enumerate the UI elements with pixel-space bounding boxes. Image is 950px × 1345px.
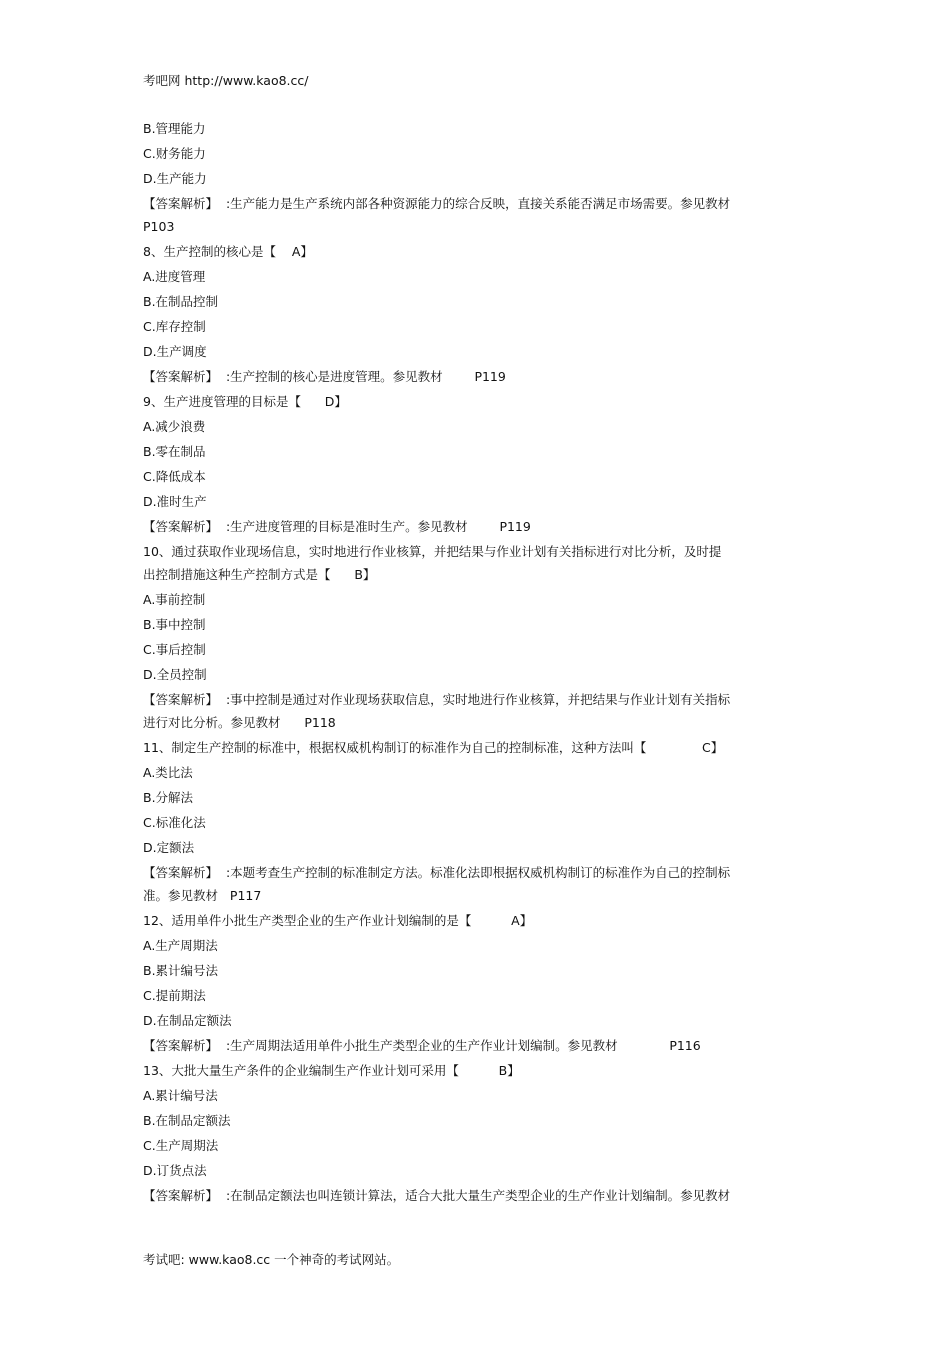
option-line: D.生产能力 <box>143 171 207 186</box>
option-line: B.事中控制 <box>143 617 206 632</box>
page-header: 考吧网 http://www.kao8.cc/ <box>143 73 309 88</box>
question-line: 10、通过获取作业现场信息，实时地进行作业核算，并把结果与作业计划有关指标进行对比分析，及时提 <box>143 544 722 559</box>
question-line: 13、大批大量生产条件的企业编制生产作业计划可采用【 B】 <box>143 1063 520 1078</box>
answer-explanation: 【答案解析】 :生产周期法适用单件小批生产类型企业的生产作业计划编制。参见教材 P116 <box>143 1038 701 1053</box>
option-line: A.生产周期法 <box>143 938 218 953</box>
option-line: D.在制品定额法 <box>143 1013 232 1028</box>
question-line: 9、生产进度管理的目标是【 D】 <box>143 394 347 409</box>
answer-explanation: 【答案解析】 :生产进度管理的目标是准时生产。参见教材 P119 <box>143 519 531 534</box>
option-line: A.类比法 <box>143 765 193 780</box>
option-line: C.事后控制 <box>143 642 206 657</box>
option-line: B.分解法 <box>143 790 194 805</box>
option-line: C.标准化法 <box>143 815 206 830</box>
option-line: C.降低成本 <box>143 469 206 484</box>
option-line: B.零在制品 <box>143 444 206 459</box>
answer-explanation-continued: 进行对比分析。参见教材 P118 <box>143 715 336 730</box>
option-line: A.累计编号法 <box>143 1088 218 1103</box>
option-line: C.库存控制 <box>143 319 206 334</box>
option-line: B.管理能力 <box>143 121 206 136</box>
page-footer: 考试吧: www.kao8.cc 一个神奇的考试网站。 <box>143 1252 400 1267</box>
question-line: 12、适用单件小批生产类型企业的生产作业计划编制的是【 A】 <box>143 913 533 928</box>
option-line: C.提前期法 <box>143 988 206 1003</box>
document-body <box>143 120 753 1212</box>
question-line: 11、制定生产控制的标准中，根据权威机构制订的标准作为自己的控制标准，这种方法叫【 C】 <box>143 740 724 755</box>
answer-explanation: 【答案解析】 :在制品定额法也叫连锁计算法，适合大批大量生产类型企业的生产作业计划编制。参见教材 <box>143 1188 731 1203</box>
answer-explanation: 【答案解析】 :生产能力是生产系统内部各种资源能力的综合反映，直接关系能否满足市场需要。参见教材 <box>143 196 731 211</box>
question-line: 8、生产控制的核心是【 A】 <box>143 244 313 259</box>
answer-explanation-continued: 准。参见教材 P117 <box>143 888 262 903</box>
option-line: D.订货点法 <box>143 1163 207 1178</box>
question-line-continued: 出控制措施这种生产控制方式是【 B】 <box>143 567 376 582</box>
option-line: B.在制品控制 <box>143 294 219 309</box>
option-line: B.累计编号法 <box>143 963 219 978</box>
option-line: A.进度管理 <box>143 269 206 284</box>
option-line: D.全员控制 <box>143 667 207 682</box>
option-line: D.定额法 <box>143 840 195 855</box>
answer-explanation: 【答案解析】 :本题考查生产控制的标准制定方法。标准化法即根据权威机构制订的标准作为自己的控制标 <box>143 865 731 880</box>
option-line: D.准时生产 <box>143 494 207 509</box>
answer-explanation: 【答案解析】 :生产控制的核心是进度管理。参见教材 P119 <box>143 369 506 384</box>
option-line: A.事前控制 <box>143 592 206 607</box>
option-line: B.在制品定额法 <box>143 1113 231 1128</box>
option-line: D.生产调度 <box>143 344 207 359</box>
option-line: A.减少浪费 <box>143 419 206 434</box>
option-line: C.生产周期法 <box>143 1138 219 1153</box>
option-line: C.财务能力 <box>143 146 206 161</box>
answer-explanation: 【答案解析】 :事中控制是通过对作业现场获取信息，实时地进行作业核算，并把结果与作业计划有关指标 <box>143 692 731 707</box>
answer-explanation-continued: P103 <box>143 219 175 234</box>
